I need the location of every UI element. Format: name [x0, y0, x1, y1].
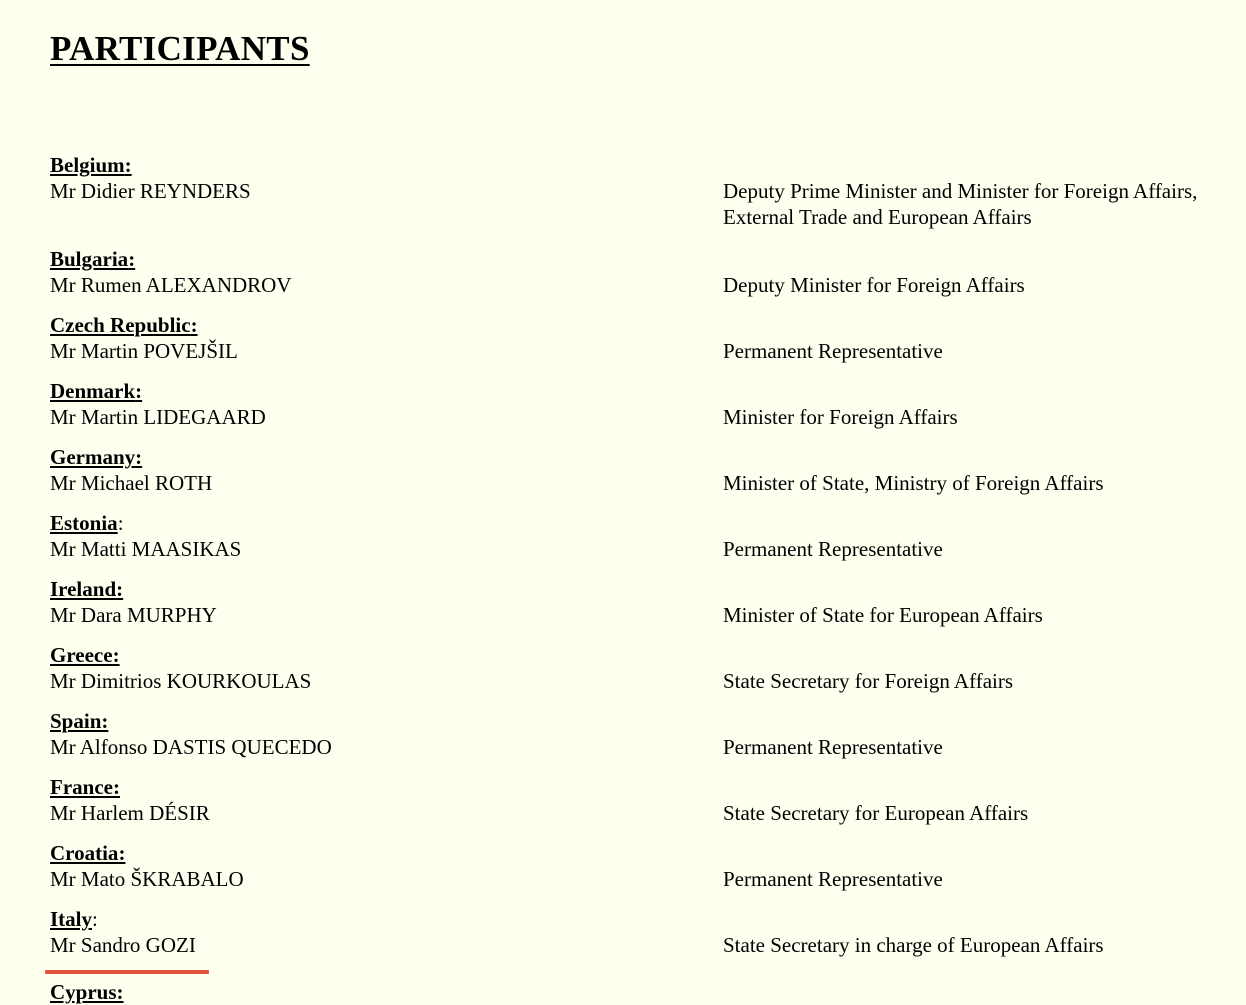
- country-name: Greece: [50, 643, 113, 667]
- country-heading: [50, 775, 1246, 800]
- country-colon: :: [116, 577, 124, 601]
- country-name: Czech Republic: [50, 313, 191, 337]
- participant-role: Permanent Representative: [723, 735, 943, 759]
- participant-row: [50, 734, 1246, 760]
- country-name: France: [50, 775, 113, 799]
- country-colon: :: [112, 643, 120, 667]
- country-colon: :: [118, 841, 126, 865]
- participant-row: [50, 932, 1246, 958]
- country-colon: :: [190, 313, 198, 337]
- participant-name: Mr Alfonso DASTIS QUECEDO: [50, 735, 332, 759]
- participant-name: Mr Harlem DÉSIR: [50, 801, 210, 825]
- country-name: Belgium: [50, 153, 125, 177]
- participant-name: Mr Mato ŠKRABALO: [50, 867, 244, 891]
- country-heading: [50, 445, 1246, 470]
- participant-row: [50, 866, 1246, 892]
- participant-entry: [50, 313, 1246, 364]
- participant-entry: [50, 907, 1246, 958]
- participant-role: Deputy Minister for Foreign Affairs: [723, 273, 1025, 297]
- participant-row: [50, 178, 1246, 230]
- country-colon: :: [101, 709, 109, 733]
- participant-role: State Secretary in charge of European Affairs: [723, 933, 1104, 957]
- country-heading: [50, 709, 1246, 734]
- participant-row: [50, 668, 1246, 694]
- country-heading: [50, 907, 1246, 932]
- country-colon: :: [135, 445, 143, 469]
- country-heading: [50, 577, 1246, 602]
- country-name: Spain: [50, 709, 102, 733]
- participant-name: Mr Sandro GOZI: [50, 933, 196, 957]
- participant-role: Minister of State for European Affairs: [723, 603, 1043, 627]
- participant-entry: [50, 775, 1246, 826]
- participant-row: [50, 536, 1246, 562]
- participant-role: Permanent Representative: [723, 339, 943, 363]
- participant-name: Mr Martin LIDEGAARD: [50, 405, 266, 429]
- participant-name: Mr Matti MAASIKAS: [50, 537, 242, 561]
- participant-role: Permanent Representative: [723, 537, 943, 561]
- country-name: Estonia: [50, 511, 118, 535]
- participant-entry: [50, 247, 1246, 298]
- participant-entry: [50, 445, 1246, 496]
- country-colon: :: [117, 511, 124, 535]
- country-name: Ireland: [50, 577, 117, 601]
- participant-row: [50, 602, 1246, 628]
- country-heading: [50, 153, 1246, 178]
- participants-list: [50, 153, 1246, 973]
- participant-entry: [50, 511, 1246, 562]
- participant-role: Minister of State, Ministry of Foreign Affairs: [723, 471, 1104, 495]
- participant-entry: [50, 153, 1246, 230]
- country-heading: [50, 247, 1246, 272]
- country-name: Bulgaria: [50, 247, 129, 271]
- country-name: Croatia: [50, 841, 119, 865]
- participant-name: Mr Rumen ALEXANDROV: [50, 273, 292, 297]
- participant-role: Deputy Prime Minister and Minister for Foreign Affairs, External Trade and European Affairs: [723, 179, 1198, 229]
- participant-entry: [50, 577, 1246, 628]
- participant-name: Mr Dara MURPHY: [50, 603, 217, 627]
- country-heading: [50, 643, 1246, 668]
- participant-name: Mr Didier REYNDERS: [50, 179, 251, 203]
- country-name: Italy: [50, 907, 92, 931]
- participant-role: Minister for Foreign Affairs: [723, 405, 958, 429]
- participant-entry: [50, 379, 1246, 430]
- participant-entry: [50, 841, 1246, 892]
- country-colon: :: [92, 907, 98, 931]
- participant-entry: [50, 709, 1246, 760]
- country-colon: :: [128, 247, 136, 271]
- country-colon: :: [135, 379, 143, 403]
- participant-row: [50, 800, 1246, 826]
- page-title: PARTICIPANTS: [50, 29, 310, 68]
- participant-role: State Secretary for Foreign Affairs: [723, 669, 1014, 693]
- participant-role: Permanent Representative: [723, 867, 943, 891]
- participant-role: State Secretary for European Affairs: [723, 801, 1029, 825]
- country-heading: [50, 841, 1246, 866]
- participant-row: [50, 272, 1246, 298]
- selection-highlight-bar: [45, 970, 209, 974]
- participant-row: [50, 338, 1246, 364]
- country-colon: :: [112, 775, 120, 799]
- country-heading: [50, 313, 1246, 338]
- participant-row: [50, 470, 1246, 496]
- country-name: Germany: [50, 445, 136, 469]
- country-name: Denmark: [50, 379, 136, 403]
- country-heading: [50, 511, 1246, 536]
- participant-entry: [50, 643, 1246, 694]
- participant-row: [50, 404, 1246, 430]
- country-colon: :: [124, 153, 132, 177]
- participant-name: Mr Dimitrios KOURKOULAS: [50, 669, 312, 693]
- participant-name: Mr Martin POVEJŠIL: [50, 339, 238, 363]
- participant-name: Mr Michael ROTH: [50, 471, 213, 495]
- country-heading: [50, 379, 1246, 404]
- cut-off-country-heading: Cyprus:: [50, 980, 124, 1004]
